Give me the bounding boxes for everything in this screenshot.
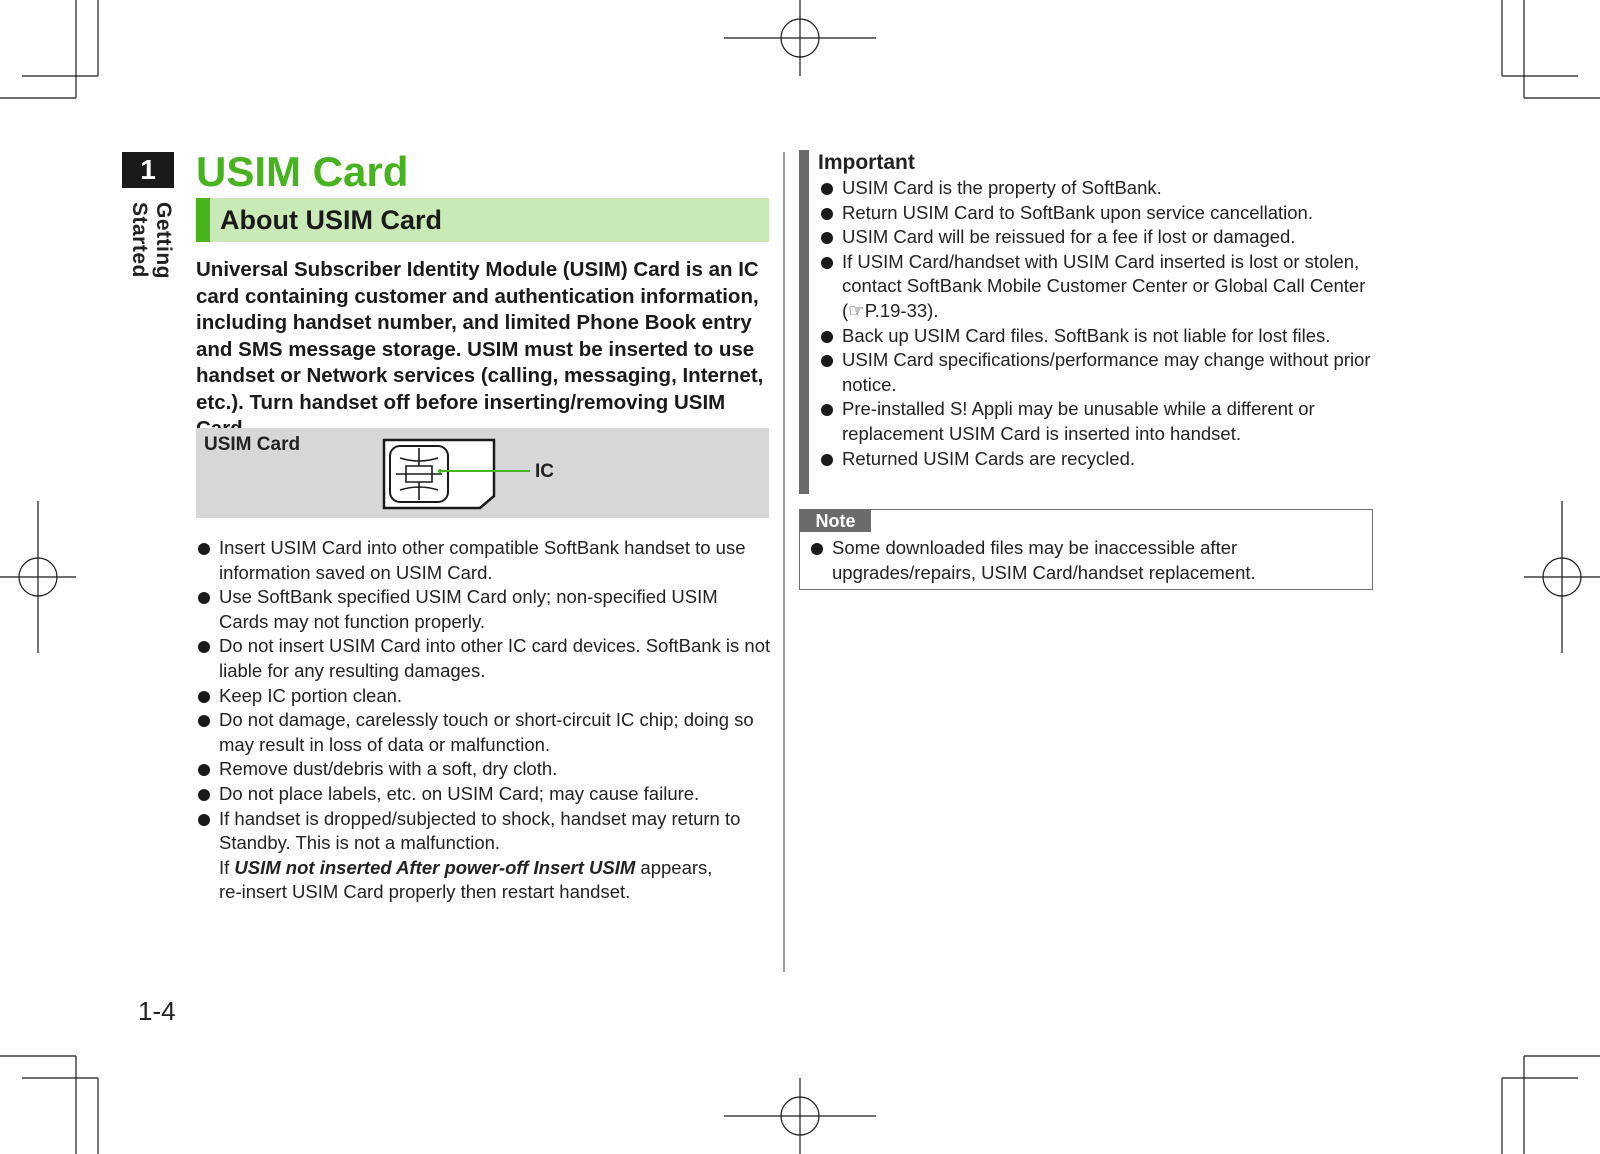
bullet-dot-icon (811, 543, 823, 555)
list-item: If USIM Card/handset with USIM Card inserted is lost or stolen, contact SoftBank Mobile Customer Center or Global Call Center (☞P.19-33). (820, 250, 1380, 324)
bullet-dot-icon (198, 691, 210, 703)
list-item: Insert USIM Card into other compatible SoftBank handset to use information saved on USIM Card. (197, 536, 772, 585)
intro-paragraph: Universal Subscriber Identity Module (USIM) Card is an IC card containing customer and authentication information, including handset number, and limited Phone Book entry and SMS message storage. USIM must be inserted to use handset or Network services (calling, messaging, Internet, etc.). Turn handset off before inserting/removing USIM (196, 258, 764, 414)
bullet-dot-icon (198, 789, 210, 801)
register-mark-icon (724, 1078, 876, 1154)
bullet-dot-icon (821, 257, 833, 269)
bullet-dot-icon (198, 543, 210, 555)
bullet-dot-icon (821, 454, 833, 466)
bullet-dot-icon (198, 715, 210, 727)
list-item: Use SoftBank specified USIM Card only; non-specified USIM Cards may not function properly. (197, 585, 772, 634)
register-mark-icon (1524, 501, 1600, 653)
list-item: Pre-installed S! Appli may be unusable while a different or replacement USIM Card is inserted into handset. (820, 397, 1380, 446)
section-heading (196, 198, 769, 242)
ic-label: IC (535, 461, 554, 482)
list-item: Remove dust/debris with a soft, dry cloth. (197, 757, 772, 782)
bullet-dot-icon (821, 183, 833, 195)
section-heading-text: About USIM Card (220, 205, 442, 235)
bullet-dot-icon (821, 331, 833, 343)
list-item: Do not damage, carelessly touch or short-circuit IC chip; doing so may result in loss of data or malfunction. (197, 708, 772, 757)
bullet-dot-icon (821, 355, 833, 367)
register-mark-icon (724, 0, 876, 76)
list-item: USIM Card is the property of SoftBank. (820, 176, 1380, 201)
list-item: If handset is dropped/subjected to shock, handset may return to Standby. This is not a malfunction. If USIM not inserted After power-off Insert USIM appears, re-insert USIM Card properly then restart handset. (197, 807, 772, 905)
important-bar (799, 150, 809, 494)
list-item: USIM Card will be reissued for a fee if lost or damaged. (820, 225, 1380, 250)
column-divider (783, 152, 785, 972)
bullet-dot-icon (821, 232, 833, 244)
bullet-dot-icon (821, 208, 833, 220)
list-item: Return USIM Card to SoftBank upon service cancellation. (820, 201, 1380, 226)
usim-card-icon (380, 438, 540, 510)
bullet-dot-icon (198, 592, 210, 604)
list-item: Returned USIM Cards are recycled. (820, 447, 1380, 472)
screen-message: USIM not inserted After power-off Insert USIM (234, 856, 636, 878)
list-item: Keep IC portion clean. (197, 684, 772, 709)
important-heading: Important (818, 151, 915, 174)
note-list (810, 536, 1365, 585)
usage-notes-list (197, 536, 772, 905)
bullet-dot-icon (821, 404, 833, 416)
bullet-dot-icon (198, 814, 210, 826)
important-list (820, 176, 1380, 471)
page-number: 1-4 (138, 996, 176, 1026)
list-item: Do not insert USIM Card into other IC card devices. SoftBank is not liable for any resulting damages. (197, 634, 772, 683)
chapter-number: 1 (122, 152, 174, 188)
usim-figure (196, 428, 769, 518)
bullet-dot-icon (198, 764, 210, 776)
bullet-dot-icon (198, 641, 210, 653)
note-tag: Note (800, 510, 871, 532)
figure-label: USIM Card (204, 434, 301, 455)
list-item: Do not place labels, etc. on USIM Card; may cause failure. (197, 782, 772, 807)
register-mark-icon (0, 501, 76, 653)
page-title: USIM Card (196, 148, 409, 195)
list-item: Some downloaded files may be inaccessible after upgrades/repairs, USIM Card/handset replacement. (810, 536, 1365, 585)
chapter-label: Getting Started (128, 202, 175, 279)
list-item: Back up USIM Card files. SoftBank is not liable for lost files. (820, 324, 1380, 349)
list-item: USIM Card specifications/performance may change without prior notice. (820, 348, 1380, 397)
note-box (799, 509, 1373, 590)
